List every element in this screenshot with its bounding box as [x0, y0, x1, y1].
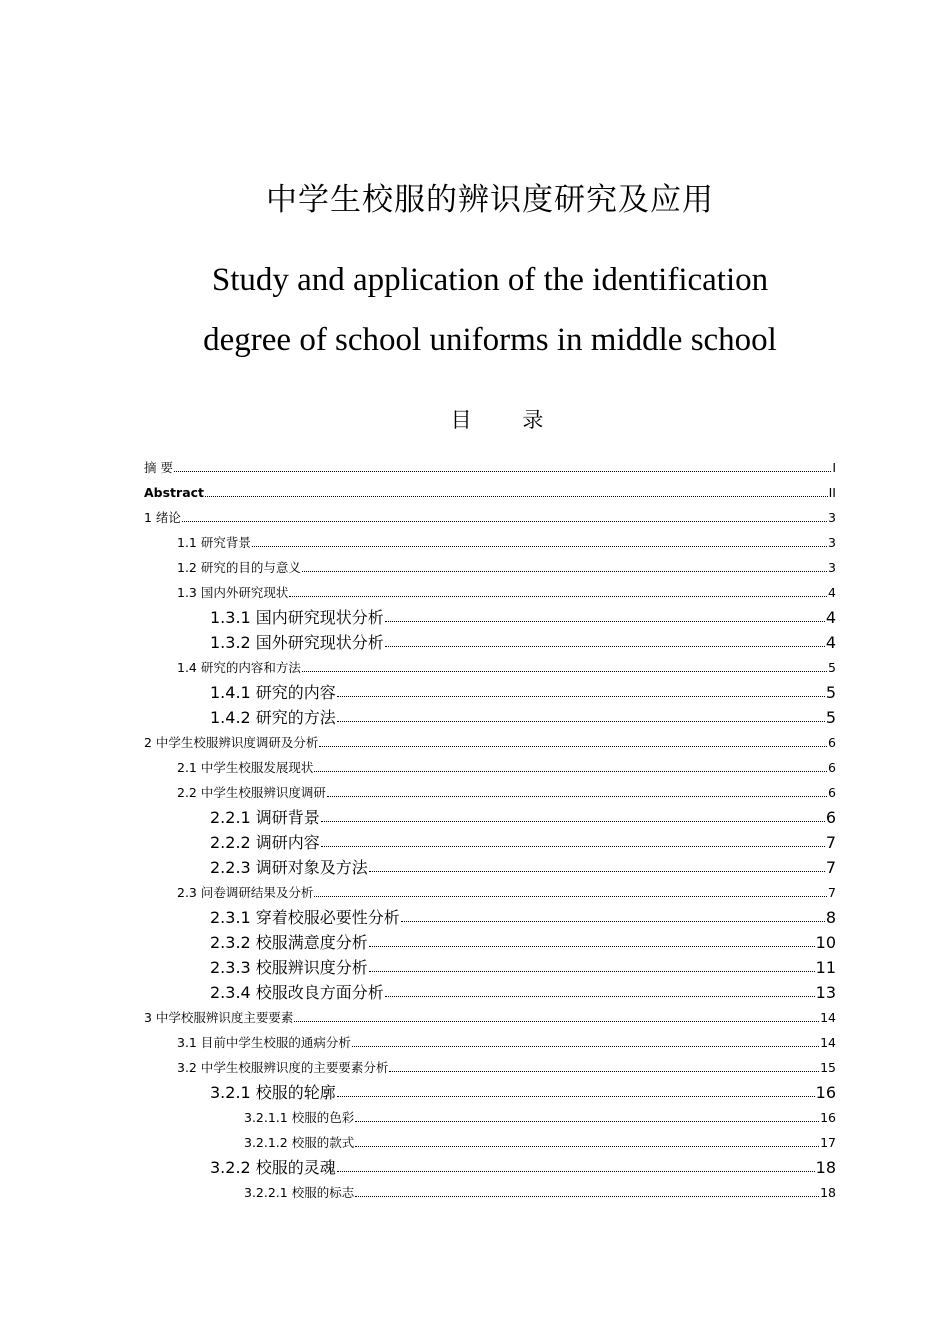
toc-leader — [302, 570, 827, 572]
toc-entry[interactable] — [144, 1005, 836, 1030]
toc-leader — [252, 545, 827, 547]
toc-entry-label: 2.1 中学生校服发展现状 — [177, 760, 314, 775]
toc-entry-label: 3.2.2.1 校服的标志 — [244, 1185, 355, 1200]
toc-leader — [205, 495, 828, 497]
toc-leader — [314, 770, 827, 772]
toc-entry-label: 3.2 中学生校服辨识度的主要要素分析 — [177, 1060, 389, 1075]
toc-entry[interactable] — [144, 455, 836, 480]
toc-leader — [385, 995, 815, 997]
chinese-title: 中学生校服的辨识度研究及应用 — [266, 182, 714, 218]
toc-entry[interactable] — [144, 480, 836, 505]
toc-entry[interactable] — [144, 655, 836, 680]
toc-entry-page: 3 — [828, 535, 836, 550]
toc-entry-label: 2.2.2 调研内容 — [210, 833, 320, 852]
toc-entry[interactable] — [144, 580, 836, 605]
toc-entry-page: 5 — [828, 660, 836, 675]
toc-entry-label: 1.1 研究背景 — [177, 535, 251, 550]
toc-leader — [355, 1120, 819, 1122]
toc-entry-label: 3.2.1.1 校服的色彩 — [244, 1110, 355, 1125]
toc-leader — [355, 1195, 819, 1197]
toc-entry-page: 7 — [825, 833, 836, 852]
toc-entry-label: 1.4 研究的内容和方法 — [177, 660, 301, 675]
toc-entry-page: 4 — [825, 608, 836, 627]
toc-leader — [314, 895, 827, 897]
toc-entry[interactable] — [144, 730, 836, 755]
toc-leader — [319, 745, 827, 747]
toc-leader — [385, 645, 825, 647]
toc-entry[interactable] — [144, 955, 836, 980]
toc-entry[interactable] — [144, 780, 836, 805]
toc-leader — [302, 670, 827, 672]
toc-entry[interactable] — [144, 630, 836, 655]
toc-entry-label: 3.2.2 校服的灵魂 — [210, 1158, 336, 1177]
toc-leader — [369, 945, 815, 947]
toc-entry[interactable] — [144, 705, 836, 730]
toc-entry-page: 4 — [825, 633, 836, 652]
toc-leader — [337, 720, 825, 722]
toc-entry-label: 1 绪论 — [144, 510, 181, 525]
toc-entry-page: 7 — [828, 885, 836, 900]
toc-entry[interactable] — [144, 505, 836, 530]
toc-entry[interactable] — [144, 1180, 836, 1205]
toc-entry-label: 3.1 目前中学生校服的通病分析 — [177, 1035, 351, 1050]
toc-entry-page: 16 — [815, 1083, 836, 1102]
toc-leader — [337, 1170, 815, 1172]
toc-entry-page: 16 — [820, 1110, 836, 1125]
toc-entry-label: 2 中学生校服辨识度调研及分析 — [144, 735, 319, 750]
toc-leader — [321, 820, 825, 822]
toc-leader — [321, 845, 825, 847]
toc-leader — [369, 870, 825, 872]
toc-leader — [389, 1070, 819, 1072]
toc-entry-page: 8 — [825, 908, 836, 927]
toc-entry-label: 2.3.4 校服改良方面分析 — [210, 983, 384, 1002]
toc-leader — [337, 695, 825, 697]
toc-leader — [289, 595, 827, 597]
toc-entry-label: 2.2 中学生校服辨识度调研 — [177, 785, 326, 800]
toc-entry-label: 2.3.3 校服辨识度分析 — [210, 958, 368, 977]
toc-entry-page: 7 — [825, 858, 836, 877]
toc-leader — [401, 920, 825, 922]
toc-entry[interactable] — [144, 755, 836, 780]
english-title — [0, 250, 950, 370]
toc-entry[interactable] — [144, 555, 836, 580]
toc-leader — [182, 520, 827, 522]
toc-leader — [294, 1020, 819, 1022]
toc-entry[interactable] — [144, 830, 836, 855]
toc-entry-label: 3.2.1.2 校服的款式 — [244, 1135, 355, 1150]
toc-entry-label: 2.3.1 穿着校服必要性分析 — [210, 908, 400, 927]
toc-entry[interactable] — [144, 930, 836, 955]
toc-entry-label: 1.4.1 研究的内容 — [210, 683, 336, 702]
toc-entry-label: Abstract — [144, 485, 205, 500]
toc-leader — [385, 620, 825, 622]
toc-entry-page: 13 — [815, 983, 836, 1002]
toc-entry-label: 3.2.1 校服的轮廓 — [210, 1083, 336, 1102]
toc-leader — [337, 1095, 815, 1097]
toc-entry[interactable] — [144, 605, 836, 630]
toc-entry-label: 1.3.1 国内研究现状分析 — [210, 608, 384, 627]
toc-entry-label: 1.4.2 研究的方法 — [210, 708, 336, 727]
toc-leader — [355, 1145, 819, 1147]
toc-entry[interactable] — [144, 980, 836, 1005]
toc-entry-page: 4 — [828, 585, 836, 600]
toc-entry-page: 15 — [820, 1060, 836, 1075]
toc-leader — [327, 795, 827, 797]
toc-entry-label: 2.2.1 调研背景 — [210, 808, 320, 827]
toc-entry[interactable] — [144, 1130, 836, 1155]
toc-entry-label: 摘 要 — [144, 460, 173, 475]
toc-entry-page: 5 — [825, 683, 836, 702]
toc-entry-page: 14 — [820, 1010, 836, 1025]
toc-entry[interactable] — [144, 805, 836, 830]
toc-entry-label: 1.2 研究的目的与意义 — [177, 560, 301, 575]
toc-entry[interactable] — [144, 1055, 836, 1080]
toc-leader — [369, 970, 815, 972]
english-title-line-2: degree of school uniforms in middle school — [203, 322, 777, 358]
toc-entry-page: 3 — [828, 510, 836, 525]
toc-entry[interactable] — [144, 530, 836, 555]
toc-entry-page: 10 — [815, 933, 836, 952]
toc-entry[interactable] — [144, 680, 836, 705]
toc-entry-label: 2.2.3 调研对象及方法 — [210, 858, 368, 877]
toc-entry[interactable] — [144, 880, 836, 905]
toc-entry-label: 1.3 国内外研究现状 — [177, 585, 289, 600]
toc-entry[interactable] — [144, 1155, 836, 1180]
toc-entry-page: 6 — [828, 735, 836, 750]
toc-entry-page: I — [832, 460, 836, 475]
toc-entry-page: 6 — [828, 785, 836, 800]
toc-entry-page: 14 — [820, 1035, 836, 1050]
toc-entry-page: II — [828, 485, 836, 500]
toc-entry-page: 6 — [825, 808, 836, 827]
toc-entry-page: 11 — [815, 958, 836, 977]
toc-entry-label: 2.3.2 校服满意度分析 — [210, 933, 368, 952]
toc-entry[interactable] — [144, 855, 836, 880]
toc-entry[interactable] — [144, 905, 836, 930]
toc-entry-page: 3 — [828, 560, 836, 575]
toc-entry-label: 2.3 问卷调研结果及分析 — [177, 885, 314, 900]
english-title-line-1: Study and application of the identification — [211, 262, 769, 298]
toc-entry-page: 6 — [828, 760, 836, 775]
toc-entry-page: 18 — [815, 1158, 836, 1177]
toc-entry[interactable] — [144, 1030, 836, 1055]
table-of-contents — [144, 455, 836, 1205]
toc-entry-label: 1.3.2 国外研究现状分析 — [210, 633, 384, 652]
toc-leader — [352, 1045, 819, 1047]
toc-entry-label: 3 中学校服辨识度主要要素 — [144, 1010, 294, 1025]
toc-entry[interactable] — [144, 1080, 836, 1105]
toc-leader — [174, 470, 831, 472]
toc-heading: 目 录 — [450, 408, 566, 432]
toc-entry-page: 18 — [820, 1185, 836, 1200]
toc-entry-page: 17 — [820, 1135, 836, 1150]
toc-entry[interactable] — [144, 1105, 836, 1130]
toc-entry-page: 5 — [825, 708, 836, 727]
